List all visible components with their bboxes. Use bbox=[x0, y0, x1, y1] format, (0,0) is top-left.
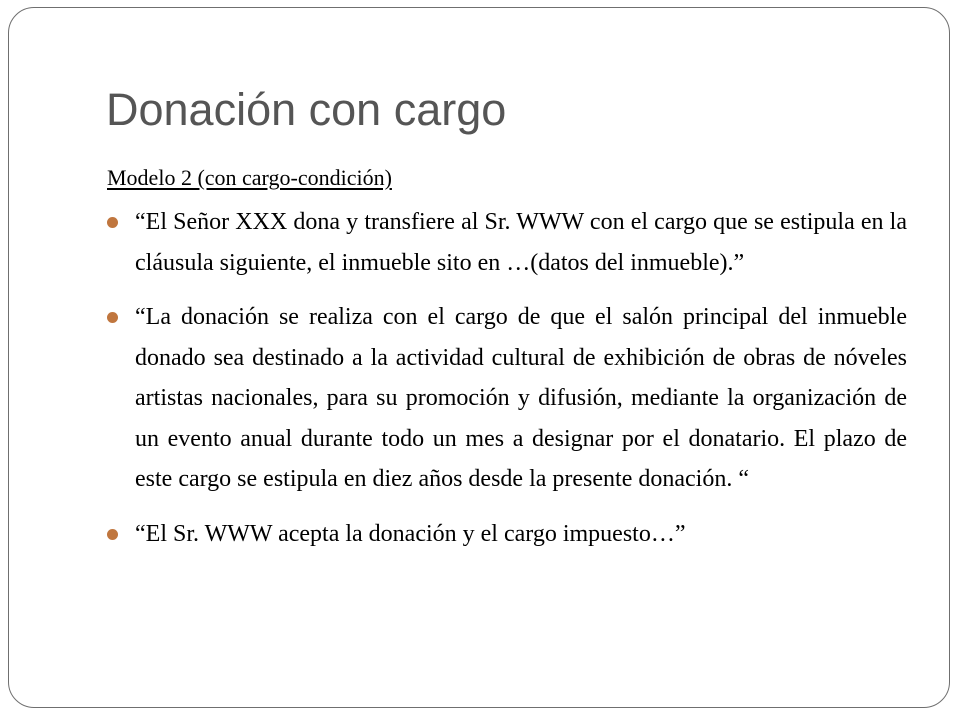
bullet-dot-icon bbox=[107, 217, 118, 228]
bullet-item bbox=[107, 297, 907, 500]
bullet-text: “La donación se realiza con el cargo de que el salón principal del inmueble donado sea destinado a la actividad cultural de exhibición de obras de nóveles artistas nacionales, para su promoción y difusión, mediante la organización de un evento anual durante todo un mes a designar por el donatario. El plazo de este cargo se estipula en diez años desde la presente donación. “ bbox=[135, 304, 907, 492]
bullet-text: “El Señor XXX dona y transfiere al Sr. WWW con el cargo que se estipula en la cláusula siguiente, el inmueble sito en …(datos del inmueble).” bbox=[135, 209, 907, 276]
slide-subtitle: Modelo 2 (con cargo-condición) bbox=[107, 165, 392, 190]
bullet-item bbox=[107, 202, 907, 283]
slide-title: Donación con cargo bbox=[106, 84, 507, 135]
bullet-dot-icon bbox=[107, 312, 118, 323]
bullet-item bbox=[107, 514, 907, 555]
bullet-dot-icon bbox=[107, 529, 118, 540]
bullet-list bbox=[107, 202, 907, 568]
bullet-text: “El Sr. WWW acepta la donación y el cargo impuesto…” bbox=[135, 520, 686, 547]
